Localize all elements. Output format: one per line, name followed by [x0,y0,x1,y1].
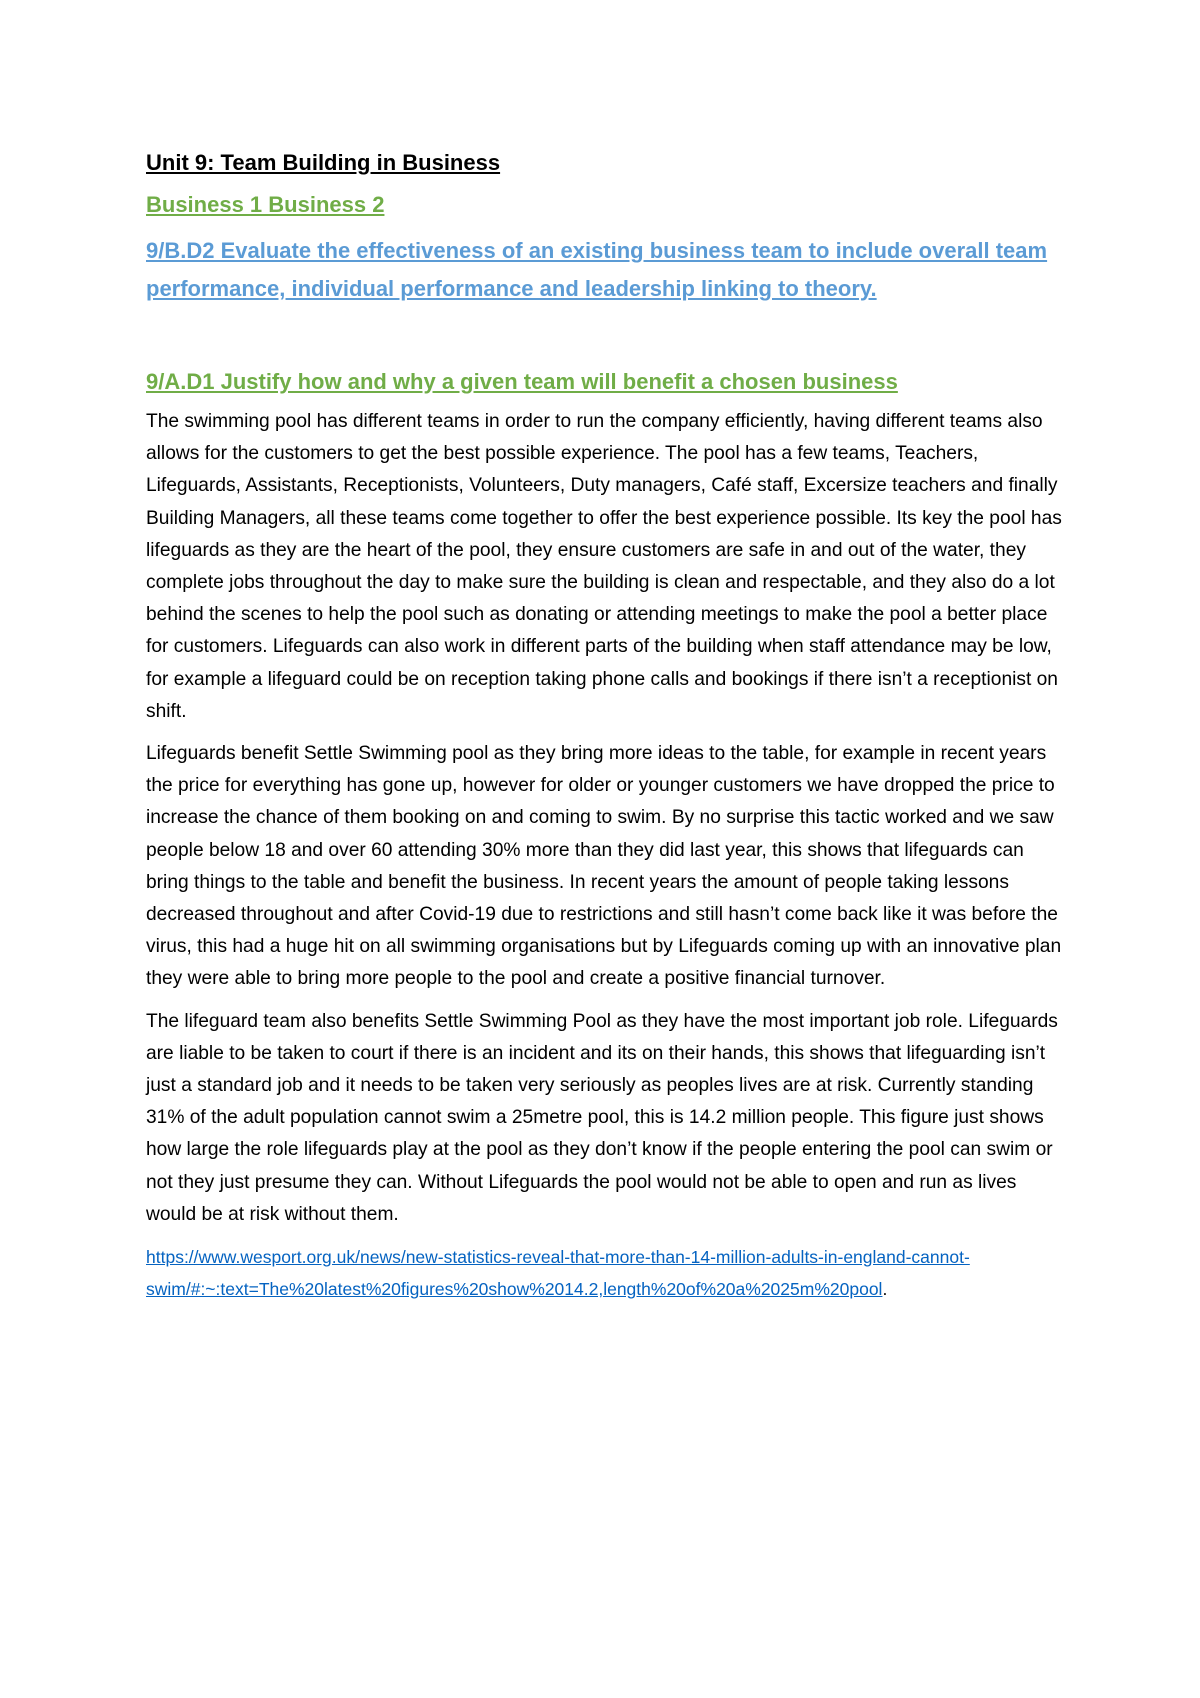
source-reference [146,1241,1066,1305]
spacer [146,308,1066,366]
document-page [146,148,1066,1305]
body-paragraph-1: The swimming pool has different teams in order to run the company efficiently, having different teams also allows for the customers to get the best possible experience. The pool has a few teams, Teachers, Lifeguards, Assistants, Receptionists, Volunteers, Duty managers, Café staff, Excersize teachers and finally Building Managers, all these teams come together to offer the best experience possible. Its key the pool has lifeguards as they are the heart of the pool, they ensure customers are safe in and out of the water, they complete jobs throughout the day to make sure the building is clean and respectable, and they also do a lot behind the scenes to help the pool such as donating or attending meetings to make the pool a better place for customers. Lifeguards can also work in different parts of the building when staff attendance may be low, for example a lifeguard could be on reception taking phone calls and bookings if there isn’t a receptionist on shift. [146,411,1062,722]
document-title: Unit 9: Team Building in Business [146,150,501,175]
source-link-suffix: . [882,1279,888,1300]
criteria-a-heading: 9/A.D1 Justify how and why a given team will benefit a chosen business [146,369,898,394]
body-paragraph-3: The lifeguard team also benefits Settle Swimming Pool as they have the most important job role. Lifeguards are liable to be taken to court if there is an incident and its on their hands, this shows that lifeguarding isn’t just a standard job and it needs to be taken very seriously as peoples lives are at risk. Currently standing 31% of the adult population cannot swim a 25metre pool, this is 14.2 million people. This figure just shows how large the role lifeguards play at the pool as they don’t know if the people entering the pool can swim or not they just presume they can. Without Lifeguards the pool would not be able to open and run as lives would be at risk without them. [146,1010,1058,1225]
business-subtitle: Business 1 Business 2 [146,192,385,217]
source-link[interactable]: https://www.wesport.org.uk/news/new-statistics-reveal-that-more-than-14-million-adults-in-england-cannot-swim/#:~:text=The%20latest%20figures%20show%2014.2,length%20of%20a%2025m%20pool [146,1247,970,1300]
criteria-b-heading: 9/B.D2 Evaluate the effectiveness of an existing business team to include overall team performance, individual performance and leadership linking to theory. [146,238,1048,301]
body-paragraph-2: Lifeguards benefit Settle Swimming pool as they bring more ideas to the table, for example in recent years the price for everything has gone up, however for older or younger customers we have dropped the price to increase the chance of them booking on and coming to swim. By no surprise this tactic worked and we saw people below 18 and over 60 attending 30% more than they did last year, this shows that lifeguards can bring things to the table and benefit the business. In recent years the amount of people taking lessons decreased throughout and after Covid-19 due to restrictions and still hasn’t come back like it was before the virus, this had a huge hit on all swimming organisations but by Lifeguards coming up with an innovative plan they were able to bring more people to the pool and create a positive financial turnover. [146,743,1062,990]
